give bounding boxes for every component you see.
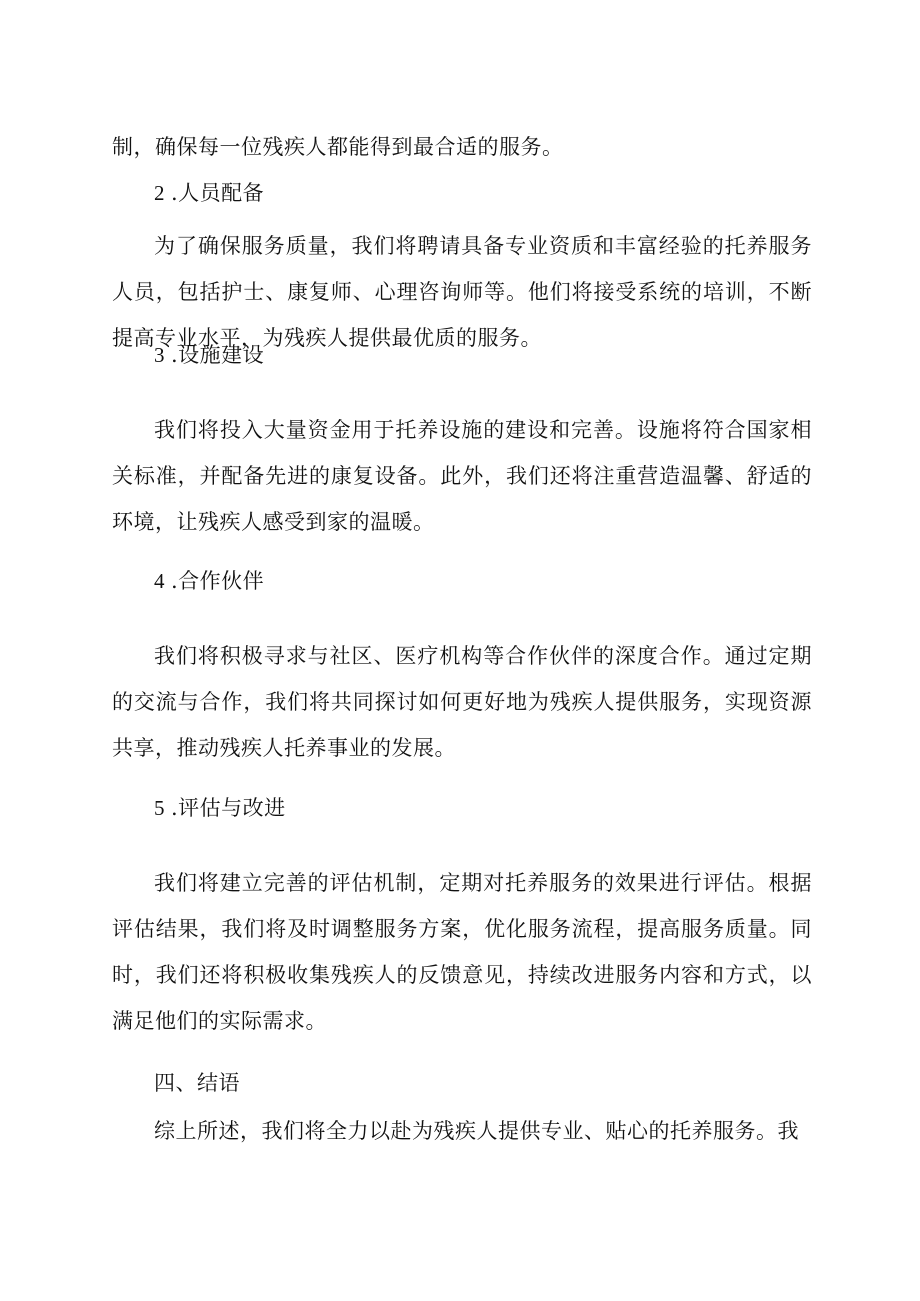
continuation-paragraph: 制，确保每一位残疾人都能得到最合适的服务。 (112, 135, 564, 159)
section-number: 4 (154, 569, 165, 593)
section-title: .人员配备 (171, 181, 265, 205)
section-heading-5 (154, 793, 286, 823)
conclusion-paragraph: 综上所述，我们将全力以赴为残疾人提供专业、贴心的托养服务。我 (154, 1119, 799, 1143)
section-number: 2 (154, 181, 165, 205)
section-title: .设施建设 (171, 343, 265, 367)
section-title: .合作伙伴 (171, 569, 265, 593)
section-title: .评估与改进 (171, 796, 286, 820)
section-body-3: 我们将投入大量资金用于托养设施的建设和完善。设施将符合国家相关标准，并配备先进的康复设备。此外，我们还将注重营造温馨、舒适的环境，让残疾人感受到家的温暖。 (112, 418, 812, 534)
section-body-4: 我们将积极寻求与社区、医疗机构等合作伙伴的深度合作。通过定期的交流与合作，我们将共同探讨如何更好地为残疾人提供服务，实现资源共享，推动残疾人托养事业的发展。 (112, 644, 812, 760)
section-number: 3 (154, 343, 165, 367)
section-number: 5 (154, 796, 165, 820)
section-heading-3 (154, 340, 264, 370)
section-heading-2 (154, 178, 264, 208)
conclusion-heading: 四、结语 (154, 1071, 240, 1095)
section-heading-4 (154, 566, 264, 596)
section-body-2: 为了确保服务质量，我们将聘请具备专业资质和丰富经验的托养服务人员，包括护士、康复师、心理咨询师等。他们将接受系统的培训，不断提高专业水平，为残疾人提供最优质的服务。 (112, 234, 812, 350)
section-body-5: 我们将建立完善的评估机制，定期对托养服务的效果进行评估。根据评估结果，我们将及时调整服务方案，优化服务流程，提高服务质量。同时，我们还将积极收集残疾人的反馈意见，持续改进服务内容和方式，以满足他们的实际需求。 (112, 871, 812, 1033)
